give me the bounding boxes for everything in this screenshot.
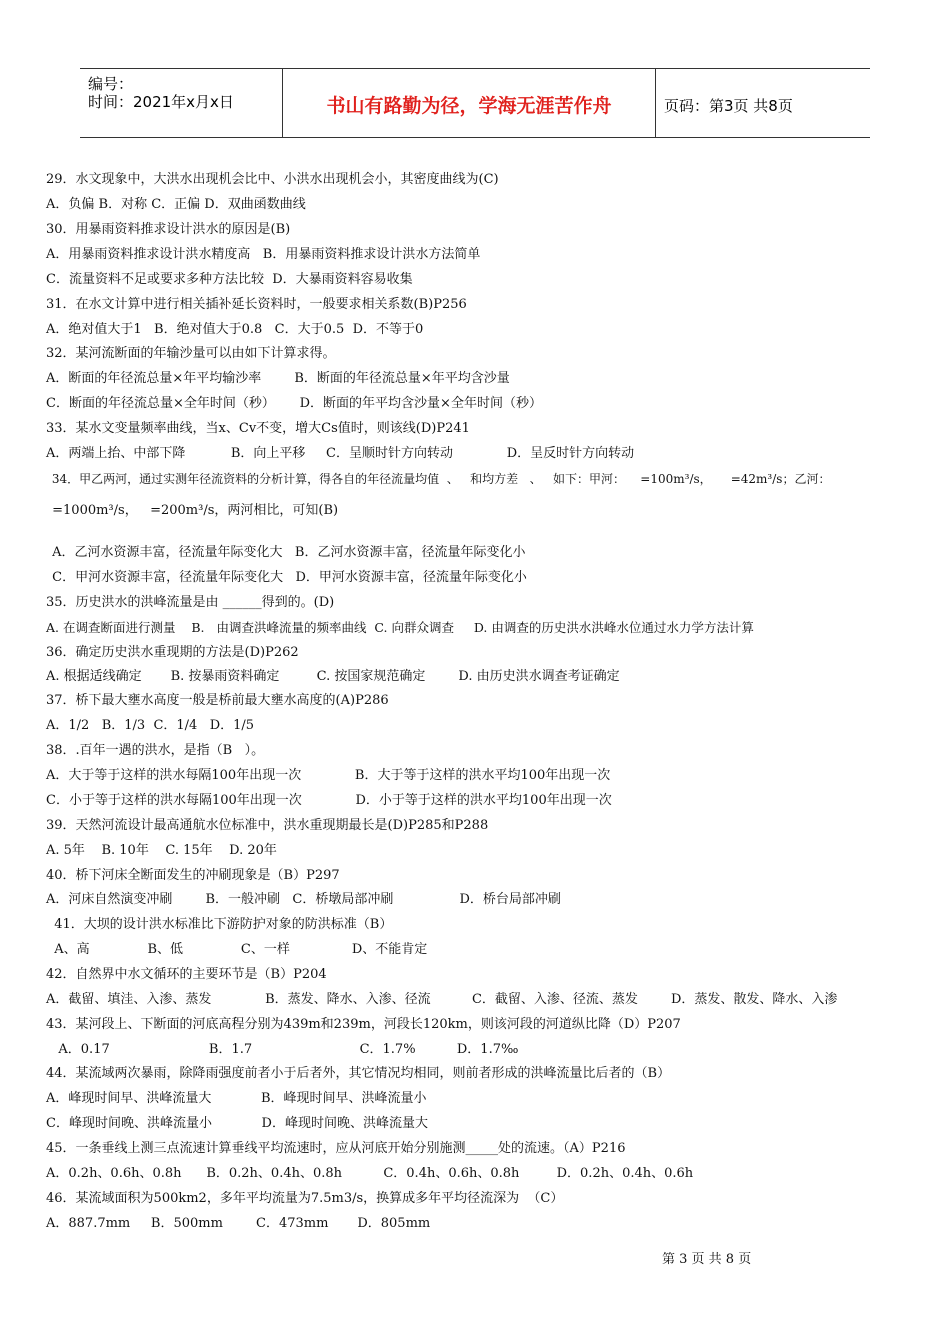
line-42: 42．自然界中水文循环的主要环节是（B）P204: [46, 967, 327, 982]
line-43-options: A．0.17 B．1.7 C．1.7% D．1.7‰: [46, 1042, 519, 1057]
line-30-options-a: A．用暴雨资料推求设计洪水精度高 B．用暴雨资料推求设计洪水方法简单: [46, 247, 481, 262]
line-31-options: A．绝对值大于1 B．绝对值大于0.8 C．大于0.5 D．不等于0: [46, 322, 424, 337]
line-42-options: A．截留、填洼、入渗、蒸发 B．蒸发、降水、入渗、径流 C．截留、入渗、径流、蒸发 D．蒸发、散发、降水、入渗: [46, 992, 838, 1007]
line-38-options-c: C．小于等于这样的洪水每隔100年出现一次 D．小于等于这样的洪水平均100年出现一次: [46, 793, 612, 808]
line-35: 35．历史洪水的洪峰流量是由 ______得到的。(D): [46, 595, 335, 610]
line-38-options-a: A．大于等于这样的洪水每隔100年出现一次 B．大于等于这样的洪水平均100年出现一次: [46, 768, 611, 783]
header-right-cell: [656, 69, 870, 137]
line-31: 31．在水文计算中进行相关插补延长资料时，一般要求相关系数(B)P256: [46, 297, 467, 312]
line-32: 32．某河流断面的年输沙量可以由如下计算求得。: [46, 346, 336, 361]
line-41: 41．大坝的设计洪水标准比下游防护对象的防洪标准（B）: [46, 917, 393, 932]
page-number-label: 页码：第3页 共8页: [664, 97, 793, 115]
line-37: 37．桥下最大壅水高度一般是桥前最大壅水高度的(A)P286: [46, 693, 389, 708]
motto-text: 书山有路勤为径，学海无涯苦作舟: [326, 95, 612, 117]
line-30-options-c: C．流量资料不足或要求多种方法比较 D．大暴雨资料容易收集: [46, 272, 413, 287]
header-middle-cell: [283, 69, 656, 137]
number-label: 编号：: [88, 75, 134, 93]
line-43: 43．某河段上、下断面的河底高程分别为439m和239m，河段长120km，则该河段的河道纵比降（D）P207: [46, 1017, 681, 1032]
line-33: 33．某水文变量频率曲线，当x、Cv不变，增大Cs值时，则该线(D)P241: [46, 421, 470, 436]
date-label: 时间：2021年x月x日: [88, 93, 234, 111]
line-34: 34．甲乙两河，通过实测年径流资料的分析计算，得各自的年径流量均值 、 和均方差 、 如下：甲河： =100m³/s， =42m³/s；乙河：: [48, 472, 831, 486]
line-44: 44．某流域两次暴雨，除降雨强度前者小于后者外，其它情况均相同，则前者形成的洪峰流量比后者的（B）: [46, 1066, 671, 1081]
line-32-options-a: A．断面的年径流总量×年平均输沙率 B．断面的年径流总量×年平均含沙量: [46, 371, 510, 386]
line-34-options-c: C．甲河水资源丰富，径流量年际变化大 D．甲河水资源丰富，径流量年际变化小: [48, 570, 527, 585]
line-41-options: A、高 B、低 C、一样 D、不能肯定: [46, 942, 428, 957]
line-36-options: A. 根据适线确定 B. 按暴雨资料确定 C. 按国家规范确定 D. 由历史洪水调查考证确定: [46, 669, 620, 684]
line-37-options: A．1/2 B．1/3 C．1/4 D．1/5: [46, 718, 255, 733]
line-40-options: A．河床自然演变冲刷 B．一般冲刷 C．桥墩局部冲刷 D．桥台局部冲刷: [46, 892, 561, 907]
line-29-options: A．负偏 B．对称 C．正偏 D．双曲函数曲线: [46, 197, 306, 212]
line-34-cont: =1000m³/s， =200m³/s，两河相比，可知(B): [48, 503, 339, 518]
line-46-options: A．887.7mm B．500mm C．473mm D．805mm: [46, 1216, 431, 1231]
line-45: 45．一条垂线上测三点流速计算垂线平均流速时，应从河底开始分别施测_____处的流速。（A）P216: [46, 1141, 626, 1156]
line-40: 40．桥下河床全断面发生的冲刷现象是（B）P297: [46, 868, 340, 883]
line-29: 29．水文现象中，大洪水出现机会比中、小洪水出现机会小，其密度曲线为(C): [46, 172, 499, 187]
line-39: 39．天然河流设计最高通航水位标准中，洪水重现期最长是(D)P285和P288: [46, 818, 489, 833]
line-32-options-c: C．断面的年径流总量×全年时间（秒） D．断面的年平均含沙量×全年时间（秒）: [46, 396, 542, 411]
line-38: 38．.百年一遇的洪水，是指（B ）。: [46, 743, 265, 758]
line-39-options: A. 5年 B. 10年 C. 15年 D. 20年: [46, 843, 277, 858]
line-35-options: A. 在调查断面进行测量 B. 由调查洪峰流量的频率曲线 C. 向群众调查 D. 由调查的历史洪水洪峰水位通过水力学方法计算: [46, 620, 754, 635]
line-36: 36．确定历史洪水重现期的方法是(D)P262: [46, 645, 299, 660]
line-45-options: A．0.2h、0.6h、0.8h B．0.2h、0.4h、0.8h C．0.4h、0.6h、0.8h D．0.2h、0.4h、0.6h: [46, 1166, 694, 1181]
line-33-options: A．两端上抬、中部下降 B．向上平移 C．呈顺时针方向转动 D．呈反时针方向转动: [46, 446, 635, 461]
line-44-options-a: A．峰现时间早、洪峰流量大 B．峰现时间早、洪峰流量小: [46, 1091, 427, 1106]
header-left-cell: [80, 69, 283, 137]
line-34-options-a: A．乙河水资源丰富，径流量年际变化大 B．乙河水资源丰富，径流量年际变化小: [48, 545, 526, 560]
line-44-options-c: C．峰现时间晚、洪峰流量小 D．峰现时间晚、洪峰流量大: [46, 1116, 428, 1131]
page-footer: 第 3 页 共 8 页: [662, 1252, 752, 1267]
page-header: [80, 68, 870, 138]
line-46: 46．某流域面积为500km2，多年平均流量为7.5m3/s，换算成多年平均径流深为 （C）: [46, 1191, 564, 1206]
line-30: 30．用暴雨资料推求设计洪水的原因是(B): [46, 222, 291, 237]
